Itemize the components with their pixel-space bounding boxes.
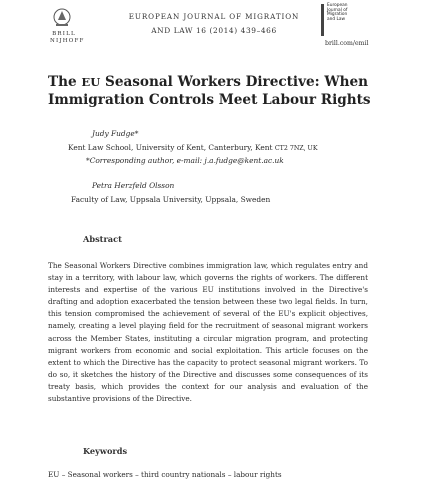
keywords-text: EU – Seasonal workers – third country nationals – labour rights	[48, 470, 282, 479]
article-title	[48, 73, 388, 109]
title-rest: Seasonal Workers Directive: When	[100, 74, 369, 90]
author-name: Petra Herzfeld Olsson	[92, 181, 175, 190]
keywords-heading: Keywords	[83, 446, 128, 456]
publisher-name-line1: BRILL	[52, 31, 76, 37]
journal-url-link[interactable]: brill.com/emil	[325, 40, 369, 47]
author-name: Judy Fudge*	[92, 129, 139, 138]
author-affiliation: Faculty of Law, Uppsala University, Uppsala, Sweden	[71, 195, 271, 204]
title-eu: EU	[81, 75, 101, 89]
affiliation-text: Kent Law School, University of Kent, Canterbury, Kent	[68, 143, 275, 152]
journal-name: EUROPEAN JOURNAL OF MIGRATION	[128, 12, 300, 21]
affiliation-postcode: CT2 7NZ, UK	[274, 145, 318, 152]
author-affiliation	[68, 143, 318, 152]
cover-line: Journal of	[327, 7, 348, 13]
abstract-heading: Abstract	[83, 234, 122, 244]
title-prefix: The	[48, 74, 82, 90]
journal-citation: AND LAW 16 (2014) 439–466	[151, 26, 277, 35]
journal-cover-thumbnail	[321, 4, 363, 36]
title-line2: Immigration Controls Meet Labour Rights	[48, 92, 371, 108]
publisher-name-line2: NIJHOFF	[50, 38, 85, 44]
abstract-text: The Seasonal Workers Directive combines immigration law, which regulates entry and stay in a territory, with labour law, which governs the rights of workers. The different interests and expertise of the various EU institutions involved in the Directive's drafting and adoption exacerbated the tension between these two legal fields. In turn, this tension compromised the achievement of several of the EU's explicit objectives, namely, creating a level playing field for the recruitment of seasonal migrant workers across the Member States, instituting a circular migration program, and protecting migrant workers from economic and social exploitation. This article focuses on the extent to which the Directive has the capacity to protect seasonal migrant workers. To do so, it sketches the history of the Directive and discusses some consequences of its treaty basis, which provides the context for our analysis and evaluation of the substantive provisions of the Directive.	[48, 261, 368, 404]
cover-line: European	[327, 3, 348, 8]
cover-line: and Law	[327, 16, 345, 22]
cover-line: Migration	[327, 12, 348, 18]
corresponding-author-email[interactable]: *Corresponding author, e-mail: j.a.fudge@kent.ac.uk	[86, 156, 284, 165]
